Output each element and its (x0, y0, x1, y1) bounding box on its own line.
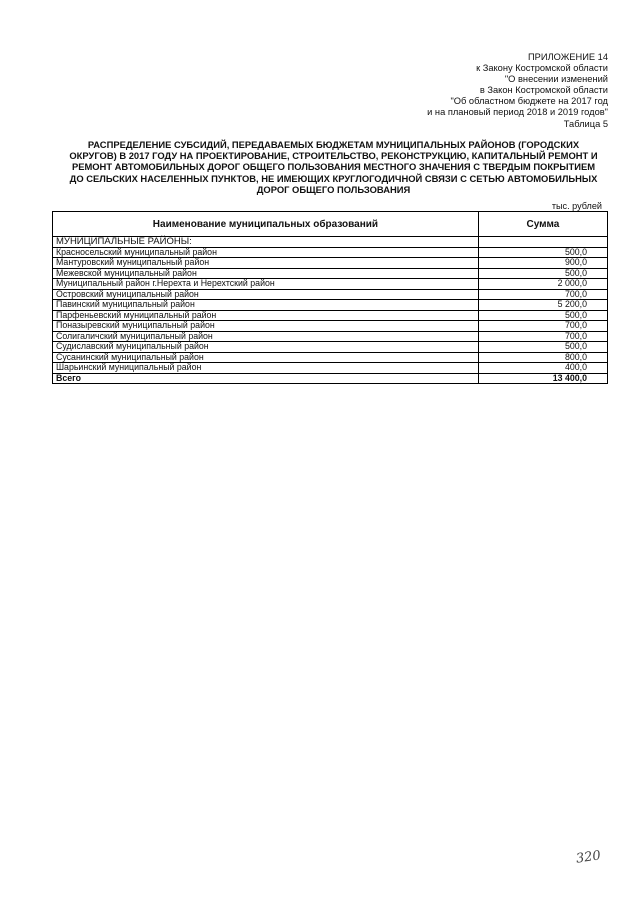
row-sum: 400,0 (478, 363, 607, 374)
row-sum: 500,0 (478, 268, 607, 279)
document-title (52, 139, 615, 195)
table-row (53, 363, 608, 374)
header-sum: Сумма (478, 212, 607, 237)
row-name: Судиславский муниципальный район (53, 342, 479, 353)
appendix-law-line: "Об областном бюджете на 2017 год (450, 96, 608, 107)
table-row (53, 331, 608, 342)
row-sum: 500,0 (478, 247, 607, 258)
table-row (53, 289, 608, 300)
row-name: Муниципальный район г.Нерехта и Нерехтский район (53, 279, 479, 290)
row-name: Островский муниципальный район (53, 289, 479, 300)
section-label: МУНИЦИПАЛЬНЫЕ РАЙОНЫ: (53, 237, 479, 248)
table-row (53, 247, 608, 258)
title-line: ДОРОГ ОБЩЕГО ПОЛЬЗОВАНИЯ (256, 183, 411, 195)
row-name: Солигаличский муниципальный район (53, 331, 479, 342)
section-sum-empty (478, 237, 607, 248)
appendix-header (348, 52, 608, 130)
row-sum: 700,0 (478, 289, 607, 300)
section-row (53, 237, 608, 248)
appendix-law-line: к Закону Костромской области (476, 63, 608, 74)
title-line: ОКРУГОВ) В 2017 ГОДУ НА ПРОЕКТИРОВАНИЕ, СТРОИТЕЛЬСТВО, РЕКОНСТРУКЦИЮ, КАПИТАЛЬНЫЙ РЕМОНТ И (69, 150, 598, 162)
appendix-law-line: и на плановый период 2018 и 2019 годов" (427, 107, 608, 118)
table-row (53, 342, 608, 353)
row-sum: 5 200,0 (478, 300, 607, 311)
row-sum: 800,0 (478, 352, 607, 363)
table-number: Таблица 5 (563, 118, 608, 129)
appendix-law-line: "О внесении изменений (504, 74, 608, 85)
table-row (53, 321, 608, 332)
table-row (53, 258, 608, 269)
row-sum: 500,0 (478, 310, 607, 321)
handwritten-page-number: 320 (575, 848, 602, 867)
row-sum: 500,0 (478, 342, 607, 353)
row-sum: 2 000,0 (478, 279, 607, 290)
row-name: Парфеньевский муниципальный район (53, 310, 479, 321)
table-row (53, 268, 608, 279)
row-sum: 700,0 (478, 331, 607, 342)
row-name: Красносельский муниципальный район (53, 247, 479, 258)
total-row (53, 373, 608, 384)
row-sum: 700,0 (478, 321, 607, 332)
title-line: ДО СЕЛЬСКИХ НАСЕЛЕННЫХ ПУНКТОВ, НЕ ИМЕЮЩИХ КРУГЛОГОДИЧНОЙ СВЯЗИ С СЕТЬЮ АВТОМОБИЛЬНЫХ (69, 172, 598, 184)
row-name: Поназыревский муниципальный район (53, 321, 479, 332)
title-line: РЕМОНТ АВТОМОБИЛЬНЫХ ДОРОГ ОБЩЕГО ПОЛЬЗОВАНИЯ МЕСТНОГО ЗНАЧЕНИЯ С ТВЕРДЫМ ПОКРЫТИЕМ (71, 161, 596, 173)
subsidies-table (52, 211, 608, 384)
total-sum: 13 400,0 (478, 373, 607, 384)
row-name: Сусанинский муниципальный район (53, 352, 479, 363)
total-label: Всего (53, 373, 479, 384)
appendix-number: ПРИЛОЖЕНИЕ 14 (528, 52, 608, 62)
table-row (53, 279, 608, 290)
row-name: Павинский муниципальный район (53, 300, 479, 311)
table-header-row (53, 212, 608, 237)
header-name: Наименование муниципальных образований (53, 212, 479, 237)
appendix-law-line: в Закон Костромской области (479, 85, 608, 96)
units-label: тыс. рублей (551, 201, 602, 211)
row-name: Мантуровский муниципальный район (53, 258, 479, 269)
title-line: РАСПРЕДЕЛЕНИЕ СУБСИДИЙ, ПЕРЕДАВАЕМЫХ БЮДЖЕТАМ МУНИЦИПАЛЬНЫХ РАЙОНОВ (ГОРОДСКИХ (87, 139, 580, 150)
row-name: Межевской муниципальный район (53, 268, 479, 279)
table-row (53, 300, 608, 311)
row-name: Шарьинский муниципальный район (53, 363, 479, 374)
table-row (53, 310, 608, 321)
row-sum: 900,0 (478, 258, 607, 269)
table-row (53, 352, 608, 363)
